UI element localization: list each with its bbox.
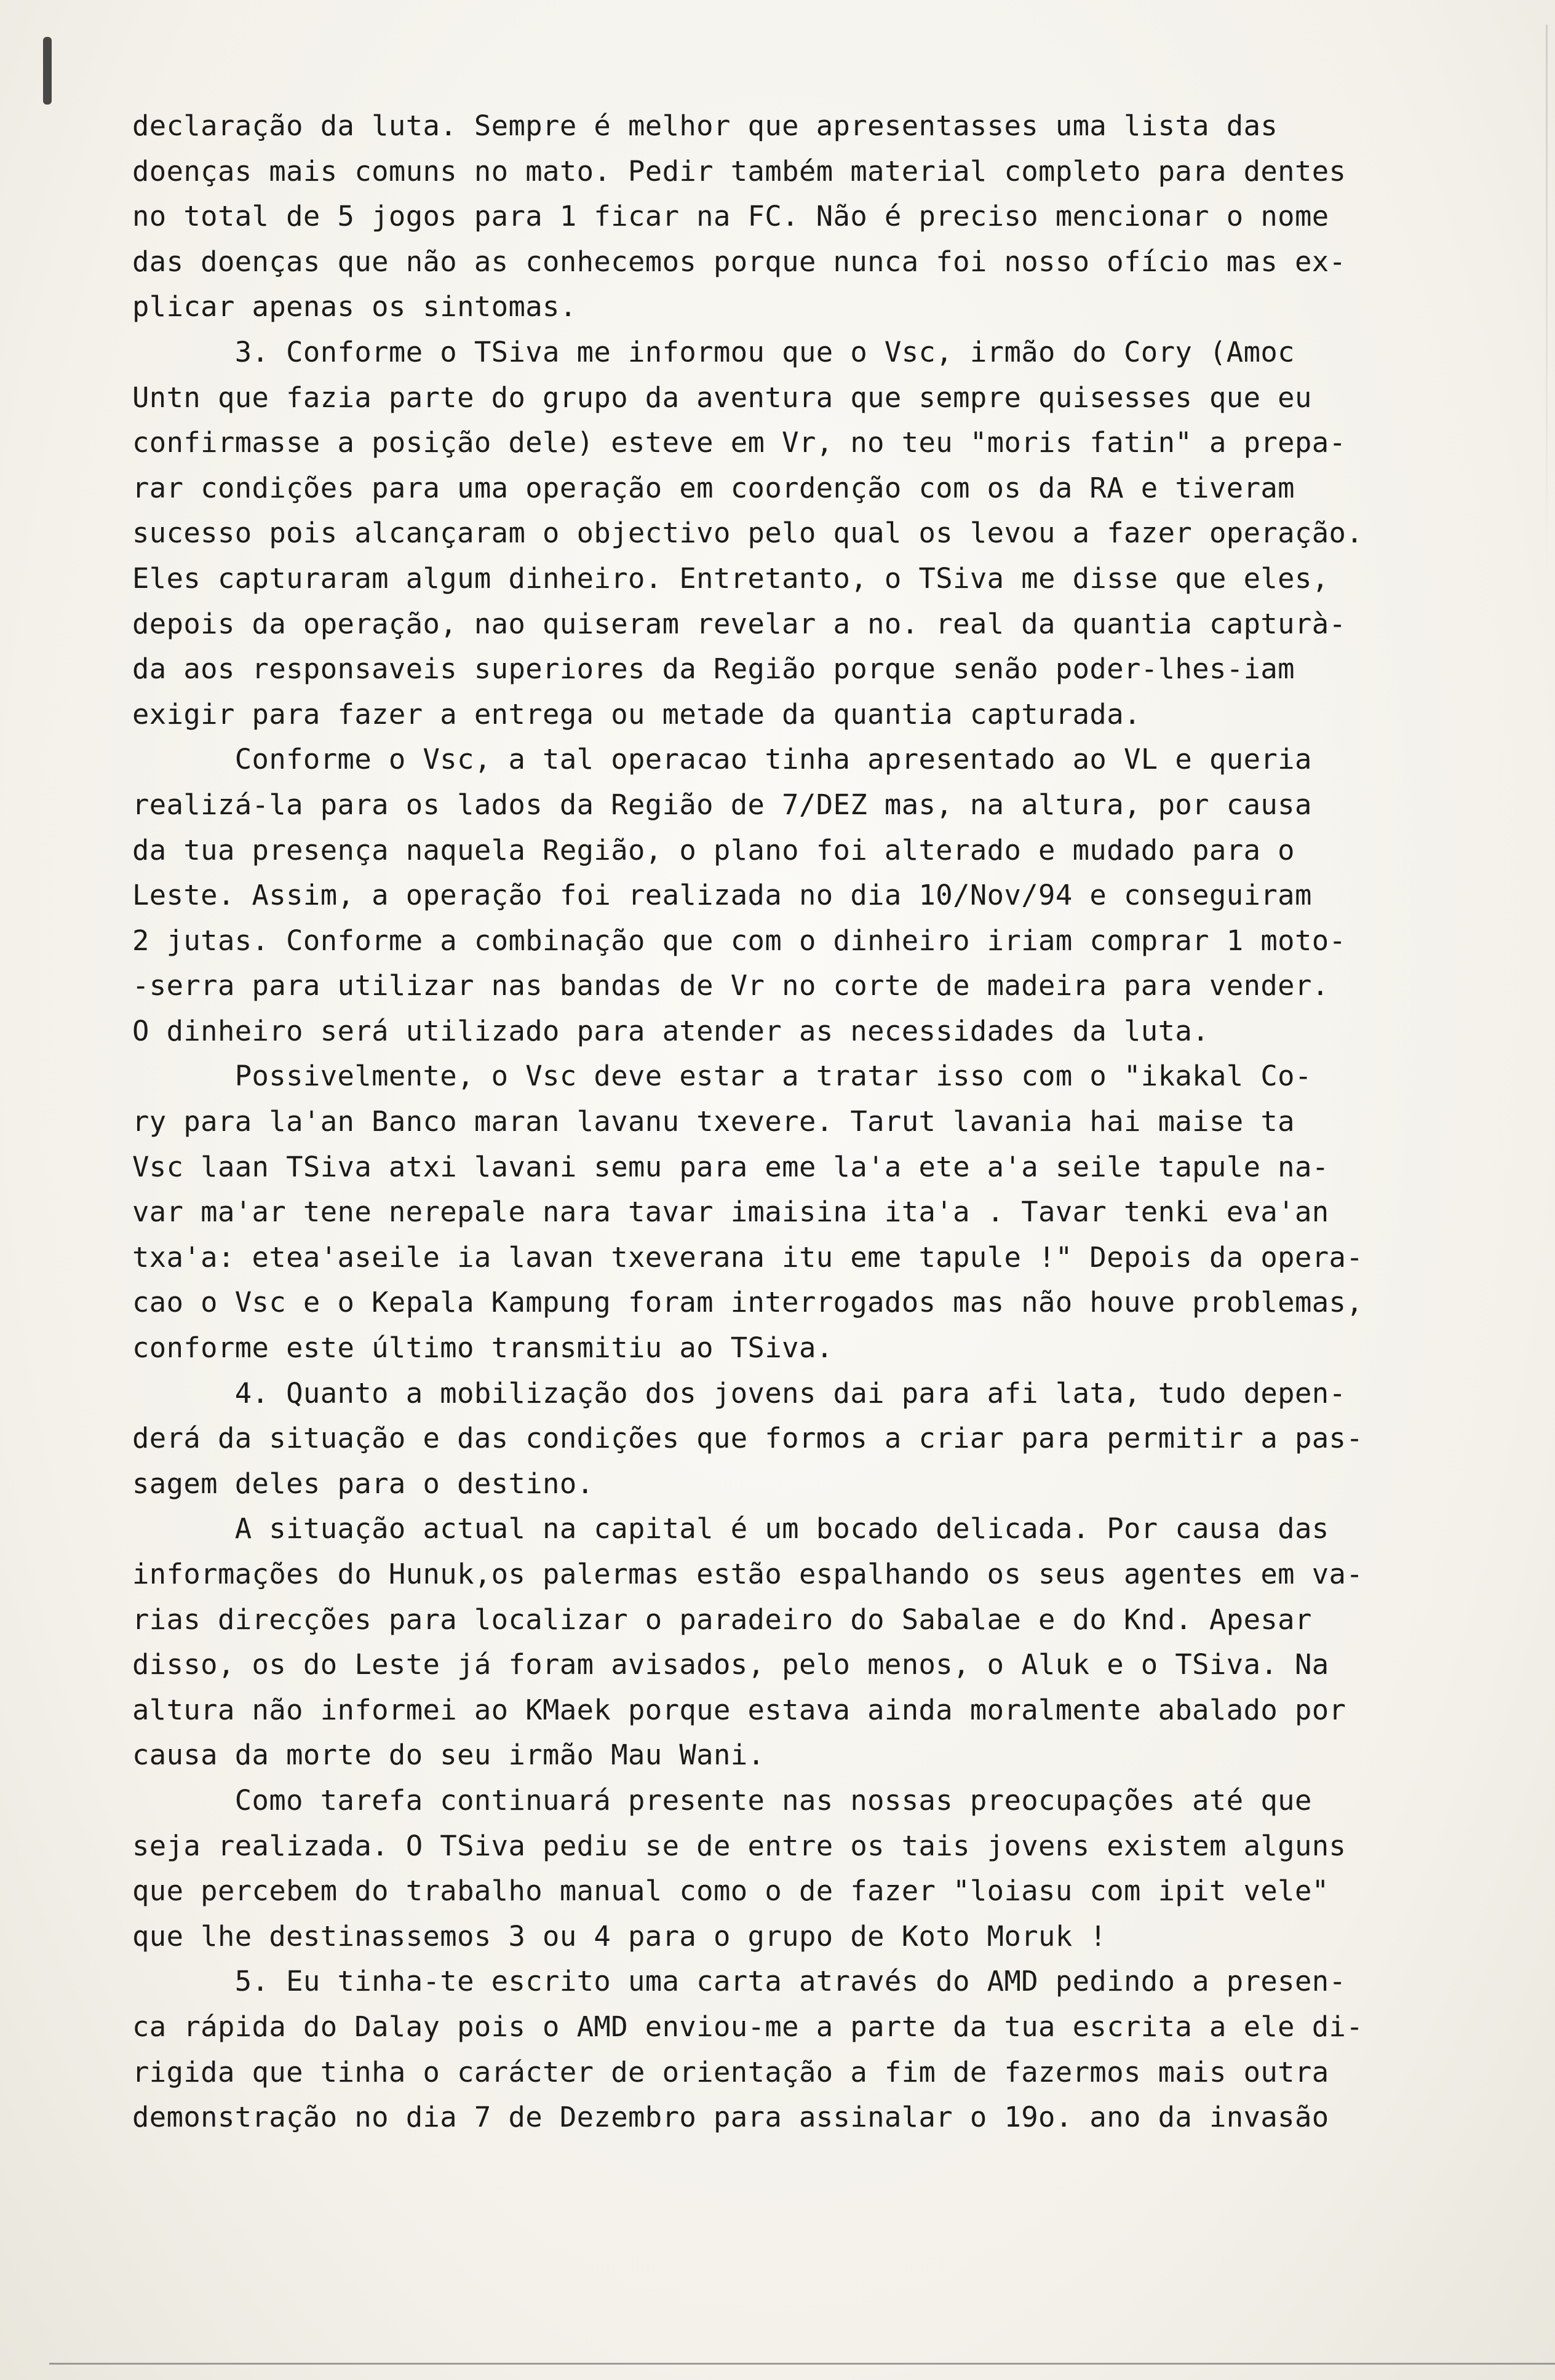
text-line: O dinheiro será utilizado para atender as necessidades da luta.: [132, 1014, 1209, 1047]
paragraph-5-start: 5. Eu tinha-te escrito uma carta através do AMD pedindo a presen-: [132, 1965, 1346, 1998]
text-line: rigida que tinha o carácter de orientação a fim de fazermos mais outra: [132, 2055, 1329, 2088]
text-line: Como tarefa continuará presente nas nossas preocupações até que: [132, 1783, 1312, 1817]
text-line: Vsc laan TSiva atxi lavani semu para eme la'a ete a'a seile tapule na-: [132, 1150, 1329, 1183]
text-line: rias direcções para localizar o paradeiro do Sabalae e do Knd. Apesar: [132, 1603, 1312, 1636]
text-line: depois da operação, nao quiseram revelar a no. real da quantia capturà-: [132, 607, 1346, 640]
text-line: das doenças que não as conhecemos porque nunca foi nosso ofício mas ex-: [132, 245, 1346, 278]
text-line: informações do Hunuk,os palermas estão espalhando os seus agentes em va-: [132, 1558, 1364, 1590]
text-line: que percebem do trabalho manual como o de fazer "loiasu com ipit vele": [132, 1874, 1329, 1908]
text-line: doenças mais comuns no mato. Pedir também material completo para dentes: [132, 154, 1346, 188]
text-line: realizá-la para os lados da Região de 7/DEZ mas, na altura, por causa: [132, 788, 1312, 821]
text-line: que lhe destinassemos 3 ou 4 para o grupo de Koto Moruk !: [132, 1919, 1107, 1953]
text-line: Leste. Assim, a operação foi realizada no dia 10/Nov/94 e conseguiram: [132, 879, 1312, 912]
text-line: disso, os do Leste já foram avisados, pelo menos, o Aluk e o TSiva. Na: [132, 1648, 1329, 1681]
text-line: Untn que fazia parte do grupo da aventura que sempre quisesses que eu: [132, 381, 1312, 414]
text-line: -serra para utilizar nas bandas de Vr no corte de madeira para vender.: [132, 969, 1329, 1002]
text-line: rar condições para uma operação em coordenção com os da RA e tiveram: [132, 471, 1295, 504]
text-line: ry para la'an Banco maran lavanu txevere. Tarut lavania hai maise ta: [132, 1105, 1295, 1138]
text-line: da aos responsaveis superiores da Região porque senão poder-lhes-iam: [132, 653, 1295, 686]
text-line: plicar apenas os sintomas.: [132, 290, 577, 323]
page-edge-shadow: [1546, 25, 1548, 578]
text-line: cao o Vsc e o Kepala Kampung foram interrogados mas não houve problemas,: [132, 1286, 1364, 1319]
text-line: no total de 5 jogos para 1 ficar na FC. Não é preciso mencionar o nome: [132, 200, 1329, 233]
text-line: Conforme o Vsc, a tal operacao tinha apresentado ao VL e queria: [132, 743, 1312, 776]
text-line: 2 jutas. Conforme a combinação que com o dinheiro iriam comprar 1 moto-: [132, 924, 1346, 957]
text-line: Possivelmente, o Vsc deve estar a tratar isso com o "ikakal Co-: [132, 1060, 1312, 1093]
text-line: confirmasse a posição dele) esteve em Vr, no teu "moris fatin" a prepa-: [132, 426, 1346, 459]
text-line: declaração da luta. Sempre é melhor que apresentasses uma lista das: [132, 109, 1278, 142]
text-line: Eles capturaram algum dinheiro. Entretanto, o TSiva me disse que eles,: [132, 561, 1329, 595]
text-line: A situação actual na capital é um bocado delicada. Por causa das: [132, 1512, 1329, 1545]
text-line: var ma'ar tene nerepale nara tavar imaisina ita'a . Tavar tenki eva'an: [132, 1196, 1329, 1229]
text-line: causa da morte do seu irmão Mau Wani.: [132, 1739, 765, 1772]
text-line: da tua presença naquela Região, o plano foi alterado e mudado para o: [132, 833, 1295, 867]
text-line: sucesso pois alcançaram o objectivo pelo qual os levou a fazer operação.: [132, 517, 1364, 550]
text-line: sagem deles para o destino.: [132, 1467, 594, 1500]
text-line: conforme este último transmitiu ao TSiva.: [132, 1331, 833, 1365]
binder-mark: [43, 37, 52, 105]
paragraph-3-start: 3. Conforme o TSiva me informou que o Vsc, irmão do Cory (Amoc: [132, 335, 1295, 368]
text-line: demonstração no dia 7 de Dezembro para assinalar o 19o. ano da invasão: [132, 2101, 1329, 2134]
text-line: seja realizada. O TSiva pediu se de entre os tais jovens existem alguns: [132, 1829, 1346, 1862]
text-line: altura não informei ao KMaek porque estava ainda moralmente abalado por: [132, 1693, 1346, 1726]
text-line: exigir para fazer a entrega ou metade da quantia capturada.: [132, 697, 1141, 731]
text-line: ca rápida do Dalay pois o AMD enviou-me a parte da tua escrita a ele di-: [132, 2010, 1364, 2043]
text-line: txa'a: etea'aseile ia lavan txeverana itu eme tapule !" Depois da opera-: [132, 1240, 1364, 1274]
paragraph-4-start: 4. Quanto a mobilização dos jovens dai para afi lata, tudo depen-: [132, 1376, 1346, 1410]
text-line: derá da situação e das condições que formos a criar para permitir a pas-: [132, 1422, 1364, 1455]
typed-letter-body: [132, 103, 1455, 2140]
page-bottom-edge: [49, 2363, 1555, 2365]
